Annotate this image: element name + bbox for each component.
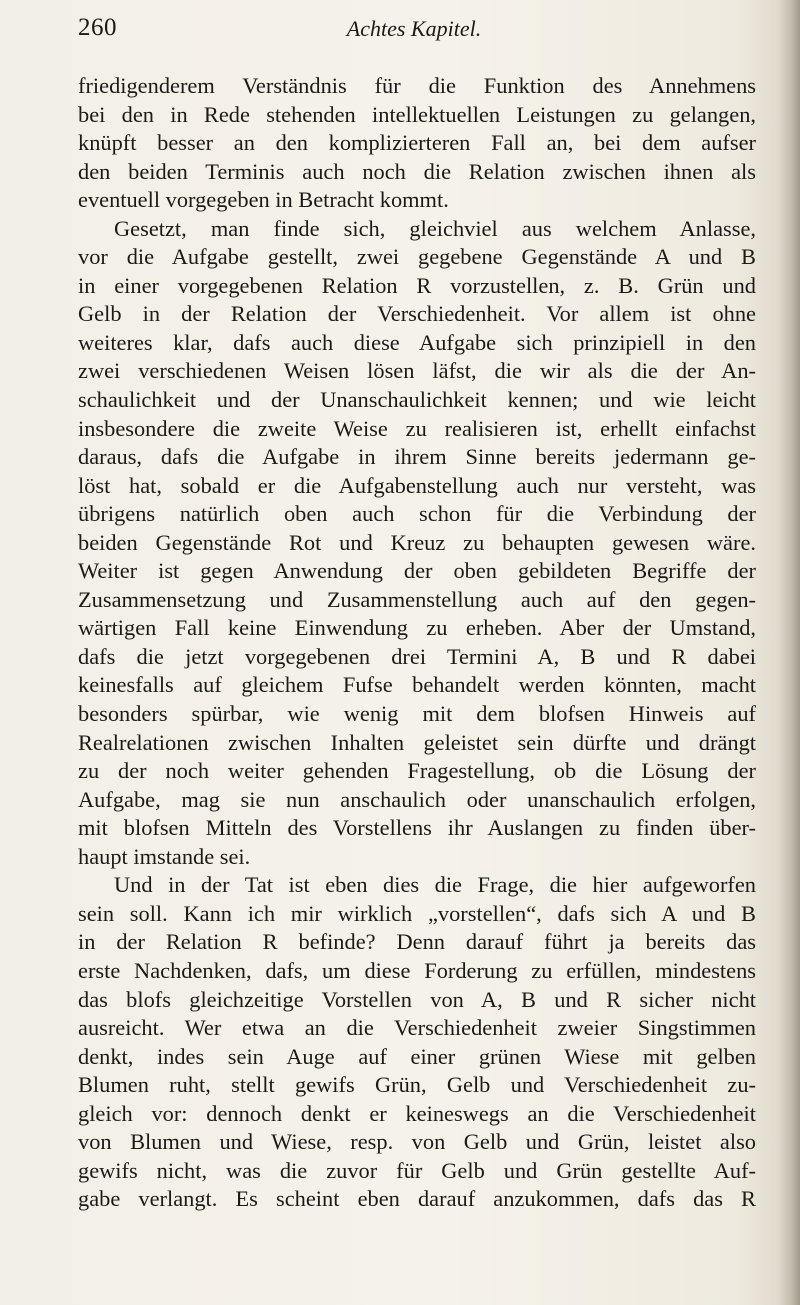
text-line: Realrelationen zwischen Inhalten geleistet sein dürfte und drängt <box>78 729 756 755</box>
text-line: insbesondere die zweite Weise zu realisieren ist, erhellt einfachst <box>78 415 756 441</box>
text-line: friedigenderem Verständnis für die Funktion des Annehmens <box>78 73 756 98</box>
text-line: sein soll. Kann ich mir wirklich „vorstellen“, dafs sich A und B <box>78 900 756 926</box>
text-line: Weiter ist gegen Anwendung der oben gebildeten Begriffe der <box>78 558 756 584</box>
text-line: in der Relation R befinde? Denn darauf führt ja bereits das <box>78 929 756 955</box>
page-number: 260 <box>78 14 117 41</box>
text-line: erste Nachdenken, dafs, um diese Forderung zu erfüllen, mindestens <box>78 957 756 983</box>
text-line: knüpft besser an den komplizierteren Fall an, bei dem aufser <box>78 130 756 156</box>
page-header <box>78 14 750 50</box>
text-line: gabe verlangt. Es scheint eben darauf anzukommen, dafs das R <box>78 1186 756 1212</box>
text-line: zwei verschiedenen Weisen lösen läfst, die wir als die der An- <box>78 358 756 384</box>
text-line: bei den in Rede stehenden intellektuellen Leistungen zu gelangen, <box>78 101 756 127</box>
text-line: Blumen ruht, stellt gewifs Grün, Gelb und Verschiedenheit zu- <box>78 1072 756 1098</box>
text-line: wärtigen Fall keine Einwendung zu erheben. Aber der Umstand, <box>78 615 756 641</box>
text-line: Aufgabe, mag sie nun anschaulich oder unanschaulich erfolgen, <box>78 786 756 812</box>
text-line: in einer vorgegebenen Relation R vorzustellen, z. B. Grün und <box>78 272 756 298</box>
text-line: gleich vor: dennoch denkt er keineswegs an die Verschiedenheit <box>78 1100 756 1126</box>
text-line: eventuell vorgegeben in Betracht kommt. <box>78 187 449 213</box>
text-line: weiteres klar, dafs auch diese Aufgabe sich prinzipiell in den <box>78 329 756 355</box>
text-line: besonders spürbar, wie wenig mit dem blofsen Hinweis auf <box>78 701 756 727</box>
text-line: übrigens natürlich oben auch schon für die Verbindung der <box>78 501 756 527</box>
text-line: Gelb in der Relation der Verschiedenheit. Vor allem ist ohne <box>78 301 756 327</box>
text-line: daraus, dafs die Aufgabe in ihrem Sinne bereits jedermann ge- <box>78 444 756 470</box>
text-line: Gesetzt, man finde sich, gleichviel aus welchem Anlasse, <box>114 215 756 241</box>
text-line: mit blofsen Mitteln des Vorstellens ihr Auslangen zu finden über- <box>78 815 756 841</box>
text-line: Und in der Tat ist eben dies die Frage, die hier aufgeworfen <box>114 872 756 898</box>
text-line: gewifs nicht, was die zuvor für Gelb und Grün gestellte Auf- <box>78 1157 756 1183</box>
text-line: zu der noch weiter gehenden Fragestellung, ob die Lösung der <box>78 758 756 784</box>
text-line: denkt, indes sein Auge auf einer grünen Wiese mit gelben <box>78 1043 756 1069</box>
text-line: das blofs gleichzeitige Vorstellen von A, B und R sicher nicht <box>78 986 756 1012</box>
text-line: dafs die jetzt vorgegebenen drei Termini A, B und R dabei <box>78 643 756 669</box>
text-line: von Blumen und Wiese, resp. von Gelb und Grün, leistet also <box>78 1129 756 1155</box>
text-line: löst hat, sobald er die Aufgabenstellung auch nur versteht, was <box>78 472 756 498</box>
text-line: haupt imstande sei. <box>78 843 251 869</box>
page-edge-shadow <box>778 0 800 1305</box>
body-text <box>78 72 756 1214</box>
text-line: beiden Gegenstände Rot und Kreuz zu behaupten gewesen wäre. <box>78 529 756 555</box>
running-title: Achtes Kapitel. <box>346 16 482 41</box>
text-line: schaulichkeit und der Unanschaulichkeit kennen; und wie leicht <box>78 387 756 413</box>
text-line: vor die Aufgabe gestellt, zwei gegebene Gegenstände A und B <box>78 244 756 270</box>
text-line: Zusammensetzung und Zusammenstellung auch auf den gegen- <box>78 586 756 612</box>
text-line: den beiden Terminis auch noch die Relation zwischen ihnen als <box>78 158 756 184</box>
text-line: ausreicht. Wer etwa an die Verschiedenheit zweier Singstimmen <box>78 1015 756 1041</box>
text-line: keinesfalls auf gleichem Fufse behandelt werden könnten, macht <box>78 672 756 698</box>
